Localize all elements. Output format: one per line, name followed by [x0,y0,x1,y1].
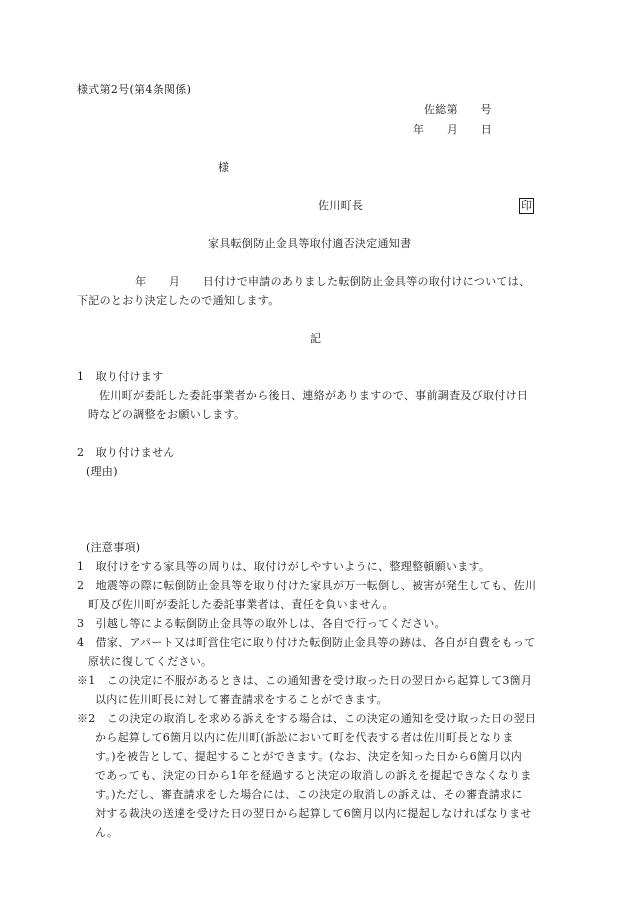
addressee-suffix: 様 [218,161,230,174]
seal-label: 印 [521,199,533,212]
seal-mark [519,198,534,214]
item-1-body-line-2: 時などの調整をお願いします。 [88,408,246,421]
remark-2-line-5: す。)ただし、審査請求をした場合には、この決定の取消しの訴えは、その審査請求に [95,788,523,801]
item-2-reason-label: (理由) [86,465,118,478]
ki-heading: 記 [310,332,322,345]
remark-1-line-2: 以内に佐川町長に対して審査請求をすることができます。 [95,693,388,706]
note-4-line-1: 4 借家、アパート又は町営住宅に取り付けた転倒防止金具等の跡は、各自が自費をもって [77,636,536,649]
intro-line-1: 年 月 日付けで申請のありました転倒防止金具等の取付けについては、 [135,275,531,288]
item-1-heading: 1 取り付けます [77,370,164,383]
remark-2-line-3: す。)を被告として、提起することができます。(なお、決定を知った日から6箇月以内 [95,750,523,763]
notes-heading: (注意事項) [86,541,141,554]
document-number: 佐総第 号 [424,103,492,116]
item-1-body-line-1: 佐川町が委託した委託事業者から後日、連絡がありますので、事前調査及び取付け日 [99,389,529,402]
note-3: 3 引越し等による転倒防止金具等の取外しは、各自で行ってください。 [77,617,446,630]
issue-date: 年 月 日 [413,123,493,136]
note-2-line-1: 2 地震等の際に転倒防止金具等を取り付けた家具が万一転倒し、被害が発生しても、佐川 [77,579,537,592]
remark-2-line-1: ※2 この決定の取消しを求める訴えをする場合は、この決定の通知を受け取った日の翌日 [77,712,537,725]
remark-2-line-2: から起算して6箇月以内に佐川町(訴訟において町を代表する者は佐川町長となりま [95,731,514,744]
remark-2-line-7: ん。 [95,826,119,839]
remark-2-line-4: であっても、決定の日から1年を経過すると決定の取消しの訴えを提起できなくなりま [95,769,532,782]
note-4-line-2: 原状に復してください。 [88,655,213,668]
form-number: 様式第2号(第4条関係) [77,83,192,96]
remark-1-line-1: ※1 この決定に不服があるときは、この通知書を受け取った日の翌日から起算して3箇月 [77,674,533,687]
intro-line-2: 下記のとおり決定したので通知します。 [77,294,280,307]
remark-2-line-6: 対する裁決の送達を受けた日の翌日から起算して6箇月以内に提起しなければなりませ [95,807,532,820]
sender-title: 佐川町長 [318,199,364,212]
document-title: 家具転倒防止金具等取付適否決定通知書 [208,237,412,250]
note-1: 1 取付けをする家具等の周りは、取付けがしやすいように、整理整頓願います。 [77,560,491,573]
item-2-heading: 2 取り付けません [77,446,175,459]
note-2-line-2: 町及び佐川町が委託した委託事業者は、責任を負いません。 [88,598,394,611]
